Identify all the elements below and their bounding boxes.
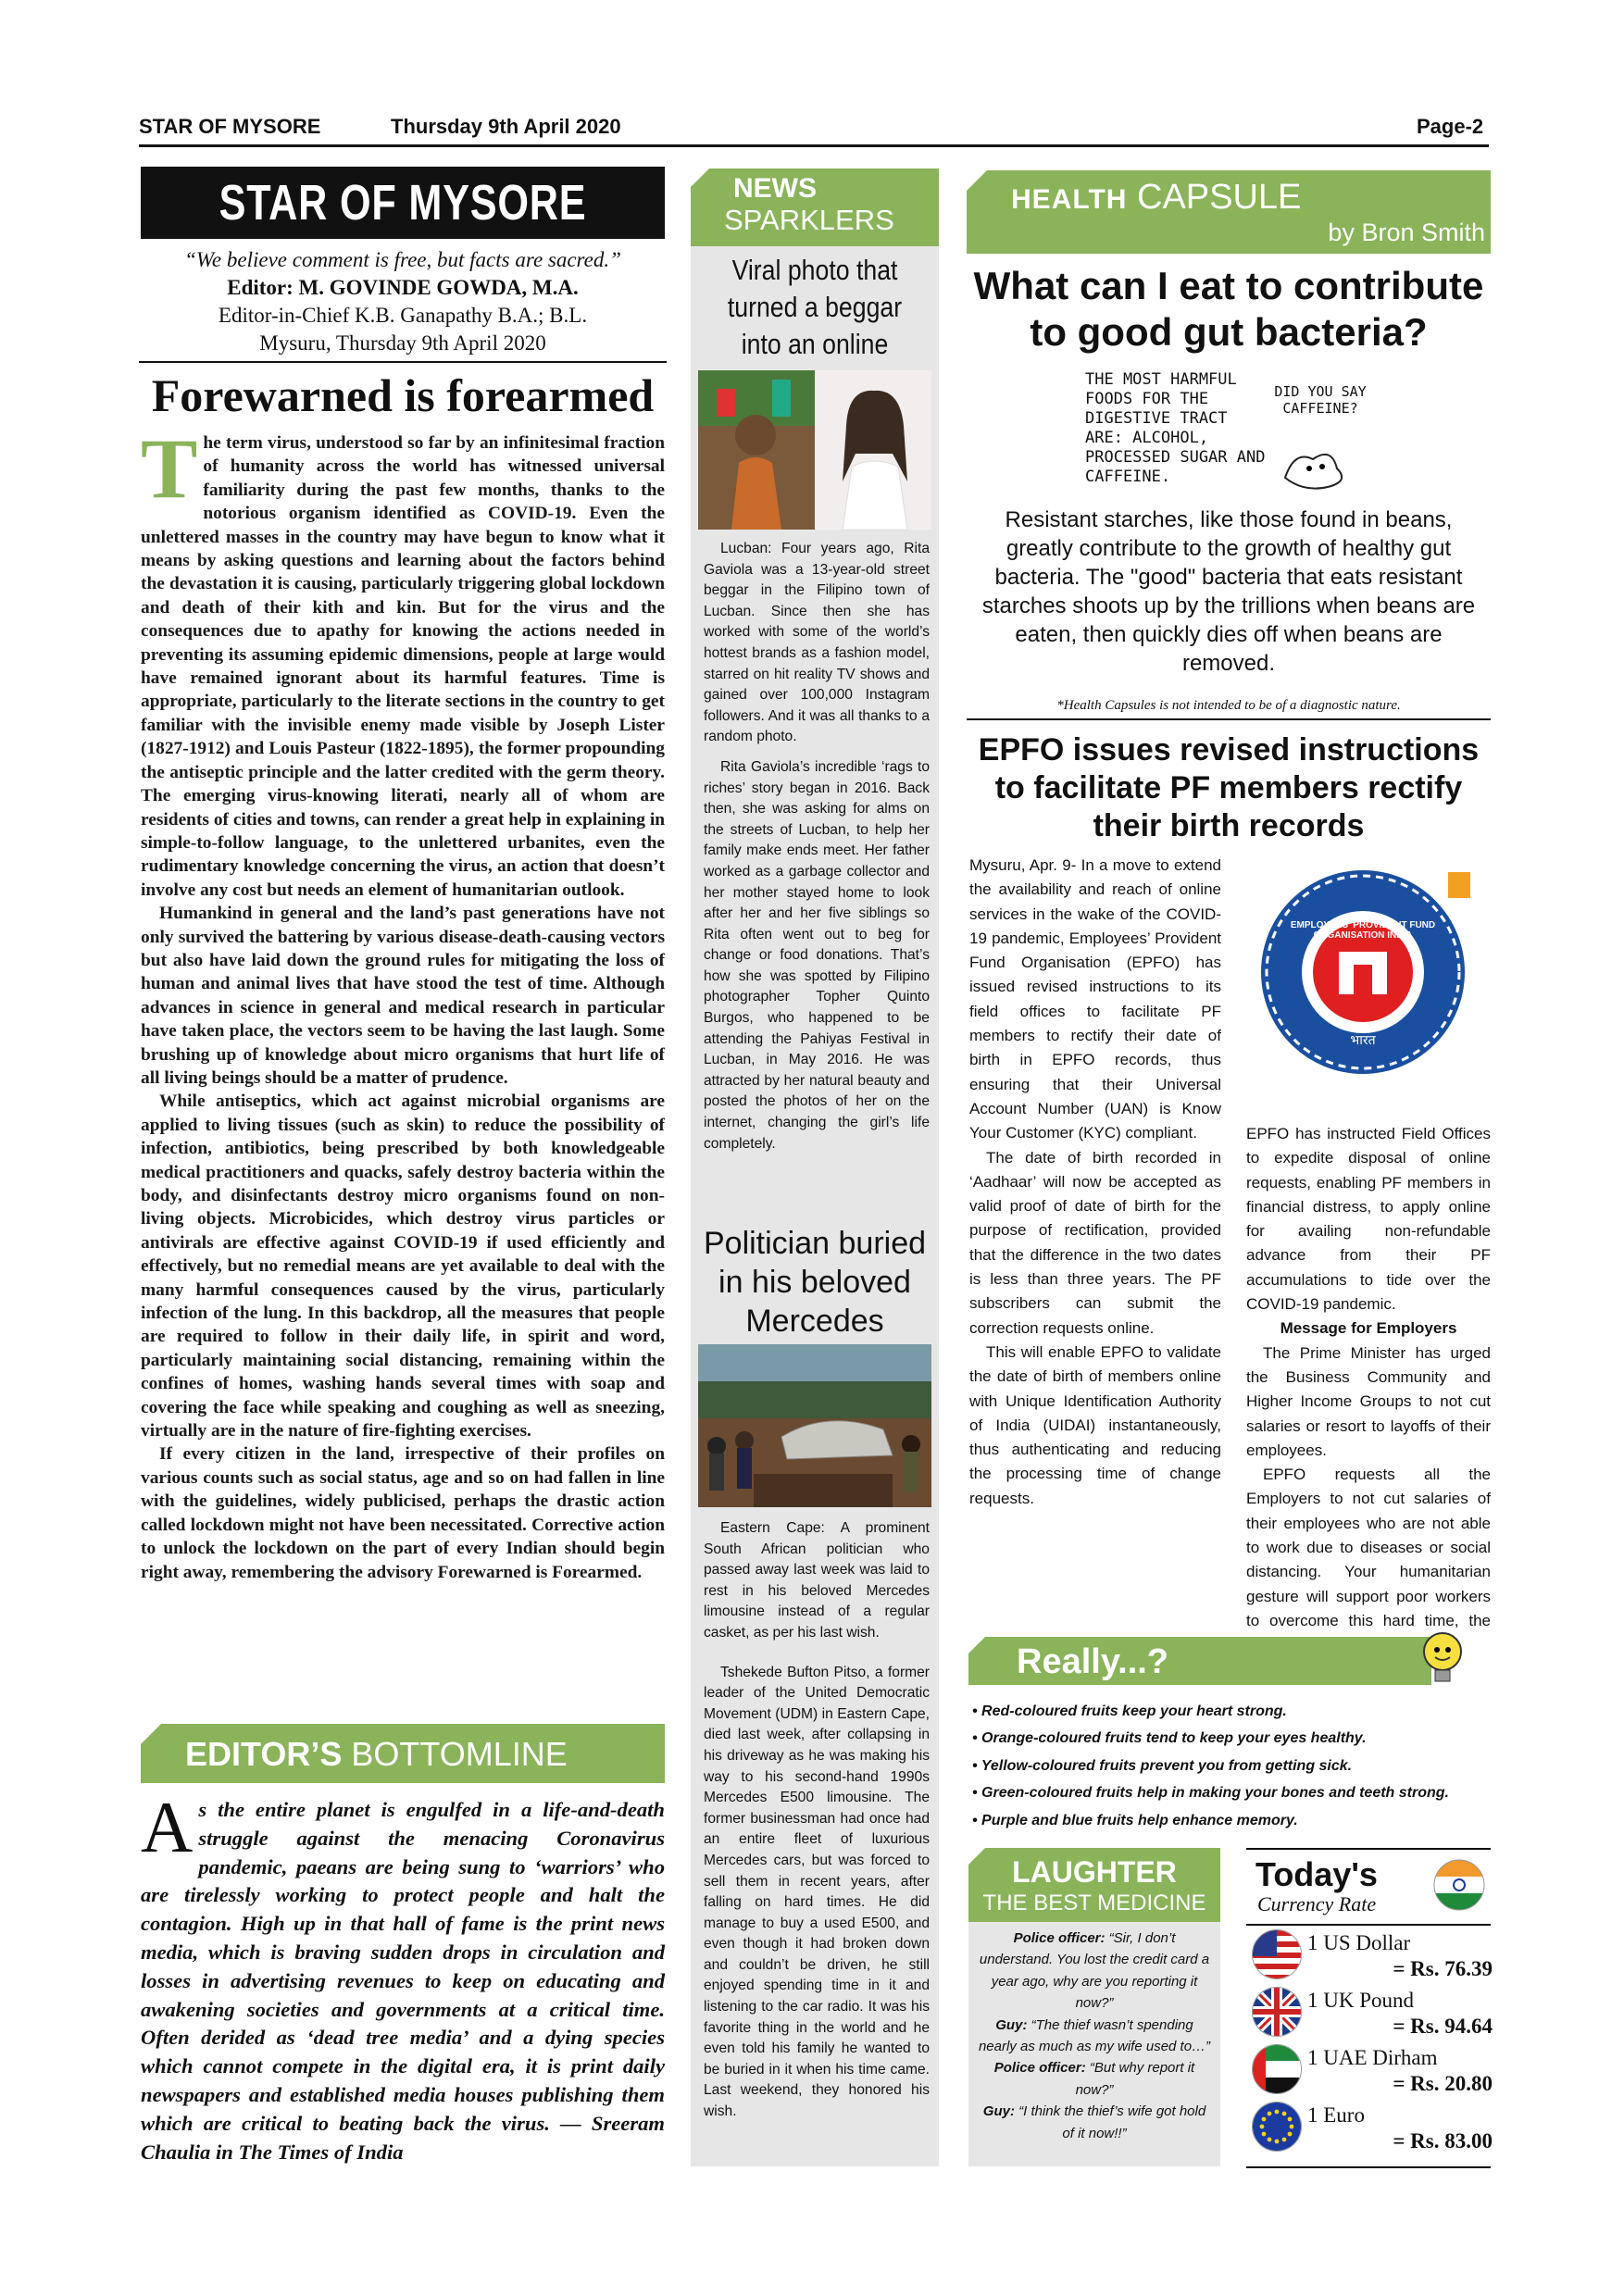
really-item: • Purple and blue fruits help enhance memory.	[972, 1812, 1298, 1828]
editorial-p4: If every citizen in the land, irrespective of their profiles on various counts such as social status, age and so on had fallen in line with the guidelines, widely publicised, perhaps the drastic action called lockdown might not have been necessitated. Corrective action to unlock the lockdown on the part of every Indian should begin right away, remembering the advisory Forewarned is Forearmed.	[141, 1444, 665, 1582]
epfo-logo-ring: EMPLOYEES' PROVIDENT FUND ORGANISATION INDIA	[1290, 920, 1436, 941]
bottomline-dropcap: A	[141, 1787, 194, 1867]
laughter-line: Guy: “I think the thief’s wife got hold of it now!!”	[982, 2103, 1206, 2141]
laughter-label-bottom: THE BEST MEDICINE	[982, 1890, 1206, 1915]
header-rule	[139, 144, 1489, 147]
epfo-p1: Mysuru, Apr. 9- In a move to extend the availability and reach of online services in the wake of the COVID-19 pandemic, Employees’ Provident Fund Organisation (EPFO) has issued revised instructions to its field offices to facilitate PF members to rectify their date of birth in EPFO records, thus ensuring that their Universal Account Number (UAN) is Know Your Customer (KYC) compliant.	[969, 856, 1221, 1142]
epfo-p2: The date of birth recorded in ‘Aadhaar’ will now be accepted as valid proof of date of birth for the purpose of rectification, provided that the difference in the two dates is less than three years. The PF subscribers can submit the correction requests online.	[969, 1148, 1221, 1337]
sparklers-banner	[691, 168, 939, 246]
masthead-rule	[139, 361, 667, 363]
currency-value: = Rs. 94.64	[1393, 2015, 1493, 2038]
india-flag-icon	[1433, 1859, 1485, 1911]
bottomline-text: s the entire planet is engulfed in a life-and-death struggle against the menacing Coronavirus pandemic, paeans are being sung to ‘warriors’ who are tirelessly working to protect people and halt the contagion. High up in that hall of fame is the print news media, which is braving sudden drops in circulation and losses in advertising revenues to keep on educating and awakening societies and governments at a critical time. Often derided as ‘dead tree media’ and a dying species which cannot compete in the digital era, it is print daily newspapers and established media houses publishing them which are critical to beating back the virus. — Sreeram Chaulia in The Times of India	[141, 1798, 665, 2164]
sparkler2-headline: Politician buried in his beloved Mercedes	[703, 1226, 927, 1339]
currency-rule	[1246, 1848, 1491, 1850]
currency-name: 1 US Dollar	[1307, 1931, 1411, 1954]
epfo-col2	[1246, 1122, 1491, 1658]
laughter-line: Police officer: “But why report it now?”	[993, 2060, 1195, 2098]
sparkler2-p1: Eastern Cape: A prominent South African politician who passed away last week was laid to rest in his beloved Mercedes limousine instead of a regular casket, as per his last wish.	[704, 1520, 930, 1641]
laughter-line: Police officer: “Sir, I don’t understand. You lost the credit card a year ago, why are you reporting it now?”	[979, 1930, 1210, 2012]
currency-subtitle: Currency Rate	[1257, 1892, 1377, 1915]
really-item: • Red-coloured fruits keep your heart strong.	[972, 1703, 1287, 1719]
bottomline-label-bold: EDITOR’S	[185, 1735, 343, 1773]
epfo-p6: EPFO requests all the Employers to not cut salaries of their employees who are not able to work due to diseases or social distancing. Your humanitarian gesture will support poor workers to overcome this hard time, the	[1246, 1466, 1491, 1629]
currency-row-usd	[1252, 1929, 1493, 1983]
editorial-p1: he term virus, understood so far by an infinitesimal fraction of humanity across the world has witnessed universal familiarity during the past few months, thanks to the notorious organism identified as COVID-19. Even the unlettered masses in the country may have begun to know what it means by asking questions and learning about the factors behind the devastation it is causing, particularly triggering global lockdown and death of their kith and kin. But for the virus and the consequences due to apathy for knowing the actions needed in preventing its assuming epidemic dimensions, people at large would have remained ignorant about its harmful features. Time is appropriate, particularly to the literate sections in the country to get familiar with the invisible enemy made visible by Joseph Lister (1827-1912) and Louis Pasteur (1822-1895), the former propounding the antiseptic principle and the latter credited with the germ theory. The emerging virus-knowing literati, nearly all of whom are residents of cities and towns, can render a great help in explaining in simple-to-follow language, to the unlettered urbanites, even the rudimentary knowledge concerning the virus, an action that doesn’t involve any cost but needs an element of humanitarian outlook.	[141, 433, 665, 900]
really-list	[972, 1698, 1491, 1834]
health-label-bold: HEALTH	[1011, 184, 1128, 215]
currency-value: = Rs. 20.80	[1393, 2072, 1493, 2095]
masthead-box	[141, 167, 665, 239]
editorial-p2: Humankind in general and the land’s past generations have not only survived the battering by various disease-death-causing vectors but also have laid down the ground rules for mitigating the loss of human and animal lives that have stood the test of time. Although advances in science in general and medical research in particular have taken place, the vectors seem to be having the last laugh. Some brushing up of knowledge about micro organisms that hurt life of all living beings should be a matter of prudence.	[141, 904, 665, 1088]
laughter-body	[978, 1928, 1211, 2144]
epfo-p5: The Prime Minister has urged the Business Community and Higher Income Groups to not cut salaries or resort to layoffs of their employees.	[1246, 1343, 1491, 1459]
really-banner	[968, 1637, 1431, 1685]
sparkler2-p2: Tshekede Bufton Pitso, a former leader of the United Democratic Movement (UDM) in Eastern Cape, died last week, after collapsing in his driveway as he was making his way to his second-hand 1990s Mercedes E500 limousine. The former businessman had once had an entire fleet of luxurious Mercedes cars, but was forced to sell them in recent years, after falling on hard times. He did manage to buy a used E500, and even though it had broken down and couldn’t be driven, he still enjoyed spending time in it and listening to the car radio. It was his favorite thing in the world and he even told his family he wanted to be buried in it when his time came. Last weekend, they honored his wish.	[704, 1664, 930, 2120]
page-number: Page-2	[1417, 115, 1484, 138]
currency-value: = Rs. 76.39	[1393, 1957, 1493, 1980]
banner-corner	[967, 170, 987, 191]
health-banner	[967, 170, 1491, 254]
health-disclaimer: *Health Capsules is not intended to be of a diagnostic nature.	[1056, 698, 1401, 713]
currency-row-aed	[1252, 2044, 1493, 2098]
us-flag-icon	[1252, 1929, 1302, 1979]
laughter-label-top: LAUGHTER	[1012, 1855, 1177, 1889]
editorial-dropcap: T	[141, 421, 198, 516]
mercedes-photo	[698, 1344, 931, 1507]
editorial-body	[141, 421, 665, 1584]
bottomline-banner	[141, 1724, 665, 1783]
uk-flag-icon	[1252, 1987, 1302, 2037]
sparkler1-p2: Rita Gaviola’s incredible ‘rags to riches’ story began in 2016. Back then, she was asking for alms on the streets of Lucban, to help her family make ends meet. Her father worked as a garbage collector and her mother stayed home to look after her and her five siblings so Rita often went out to beg for change or food donations. That’s how she was spotted by Filipino photographer Topher Quinto Burgos, who happened to be attending the Pahiyas Festival in Lucban, in May 2016. He was attracted by her natural beauty and posted the photos of her on the internet, changing the girl’s life completely.	[704, 758, 930, 1152]
banner-corner	[141, 1724, 161, 1744]
epfo-p4: EPFO has instructed Field Offices to expedite disposal of online requests, enabling PF members in financial distress, to apply online for availing non-refundable advance from their PF accumulations to tide over the COVID-19 pandemic.	[1246, 1125, 1491, 1314]
cartoon-bubble: DID YOU SAY CAFFEINE?	[1274, 383, 1367, 417]
health-rule	[967, 718, 1491, 720]
really-item: • Yellow-coloured fruits prevent you from getting sick.	[972, 1757, 1353, 1774]
epfo-col1	[969, 854, 1221, 1511]
sparklers-label-bottom: SPARKLERS	[724, 204, 894, 236]
masthead-title: STAR OF MYSORE	[219, 175, 587, 231]
cartoon-text: THE MOST HARMFUL FOODS FOR THE DIGESTIVE TRACT ARE: ALCOHOL, PROCESSED SUGAR AND CAFFEINE.	[1085, 370, 1266, 486]
really-label: Really...?	[1017, 1642, 1169, 1681]
uae-flag-icon	[1252, 2044, 1302, 2094]
health-headline: What can I eat to contribute to good gut bacteria?	[973, 264, 1484, 354]
editorial-headline: Forewarned is forearmed	[151, 369, 655, 421]
currency-name: 1 UK Pound	[1307, 1989, 1415, 2012]
really-item: • Orange-coloured fruits tend to keep your eyes healthy.	[972, 1730, 1367, 1747]
sparklers-label-top: NEWS	[733, 173, 817, 204]
editor-in-chief: Editor-in-Chief K.B. Ganapathy B.A.; B.L.	[218, 304, 588, 327]
cartoon-icon	[1276, 441, 1359, 493]
currency-rule	[1246, 1924, 1491, 1926]
health-body: Resistant starches, like those found in beans, greatly contribute to the growth of healthy gut bacteria. The "good" bacteria that eats resistant starches shoots up by the trillions when beans are eaten, then quickly dies off when beans are removed.	[981, 507, 1476, 676]
health-label-light: CAPSULE	[1137, 178, 1302, 217]
bottomline-label-light: BOTTOMLINE	[351, 1735, 568, 1773]
laughter-line: Guy: “The thief wasn’t spending nearly as much as my wife used to…”	[978, 2016, 1211, 2055]
editorial-p3: While antiseptics, which act against microbial organisms are applied to living tissues (such as skin) to reduce the possibility of infection, antibiotics, being prescribed by both knowledgeable medical practitioners and quacks, safely destroy bacteria within the body, and disinfectants destroy micro organisms found on non-living objects. Microbicides, which destroy virus particles or antivirals are effective against COVID-19 if used efficiently and effectively, but no remedial means are yet available to deal with the many harmful consequences caused by the virus, particularly infection of the lung. In this backdrop, all the measures that people are required to follow in their daily life, in spirit and word, particularly maintaining social distancing, remaining within the confines of homes, washing hands several times with soap and covering the face while speaking and coughing as well as sneezing, virtually are in the nature of fire-fighting exercises.	[141, 1092, 665, 1441]
sparkler1-body	[704, 539, 930, 1164]
eu-flag-icon	[1252, 2102, 1302, 2152]
epfo-headline: EPFO issues revised instructions to facilitate PF members rectify their birth records	[978, 732, 1480, 843]
currency-name: 1 Euro	[1307, 2103, 1365, 2127]
bottomline-body	[141, 1787, 665, 2166]
currency-row-gbp	[1252, 1987, 1493, 2040]
epfo-logo	[1246, 863, 1491, 1085]
sparkler1-headline: Viral photo that turned a beggar into an online	[727, 254, 903, 360]
currency-row-eur	[1252, 2102, 1493, 2155]
dateline: Mysuru, Thursday 9th April 2020	[259, 331, 546, 355]
sparkler2-body	[704, 1518, 930, 2132]
really-item: • Green-coloured fruits help in making your bones and teeth strong.	[972, 1785, 1449, 1802]
beggar-photo	[698, 370, 931, 530]
editor-name: Editor: M. GOVINDE GOWDA, M.A.	[227, 276, 579, 299]
banner-corner	[691, 168, 709, 187]
header-date: Thursday 9th April 2020	[391, 115, 621, 138]
banner-corner	[968, 1637, 985, 1653]
epfo-p3: This will enable EPFO to validate the date of birth of members online with Unique Identification Authority of India (UIDAI) instantaneously, thus authenticating and reducing the processing time of change requests.	[969, 1342, 1221, 1507]
currency-rule	[1246, 2166, 1491, 2168]
epfo-subhead: Message for Employers	[1280, 1319, 1457, 1338]
epfo-logo-center: भारत	[1350, 1033, 1376, 1048]
currency-value: = Rs. 83.00	[1393, 2129, 1493, 2152]
paper-name: STAR OF MYSORE	[139, 115, 321, 138]
currency-name: 1 UAE Dirham	[1307, 2046, 1438, 2069]
currency-title: Today's	[1255, 1855, 1378, 1893]
health-byline: by Bron Smith	[1328, 218, 1485, 246]
sparkler1-p1: Lucban: Four years ago, Rita Gaviola was a 13-year-old street beggar in the Filipino town of Lucban. Since then she has worked with some of the world’s hottest brands as a fashion model, starred on hit reality TV shows and gained over 100,000 Instagram followers. And it was all thanks to a random photo.	[704, 541, 930, 745]
lightbulb-icon	[1417, 1628, 1468, 1687]
laughter-banner	[968, 1848, 1220, 1922]
masthead-info	[139, 246, 667, 357]
motto: “We believe comment is free, but facts are sacred.”	[184, 248, 621, 271]
